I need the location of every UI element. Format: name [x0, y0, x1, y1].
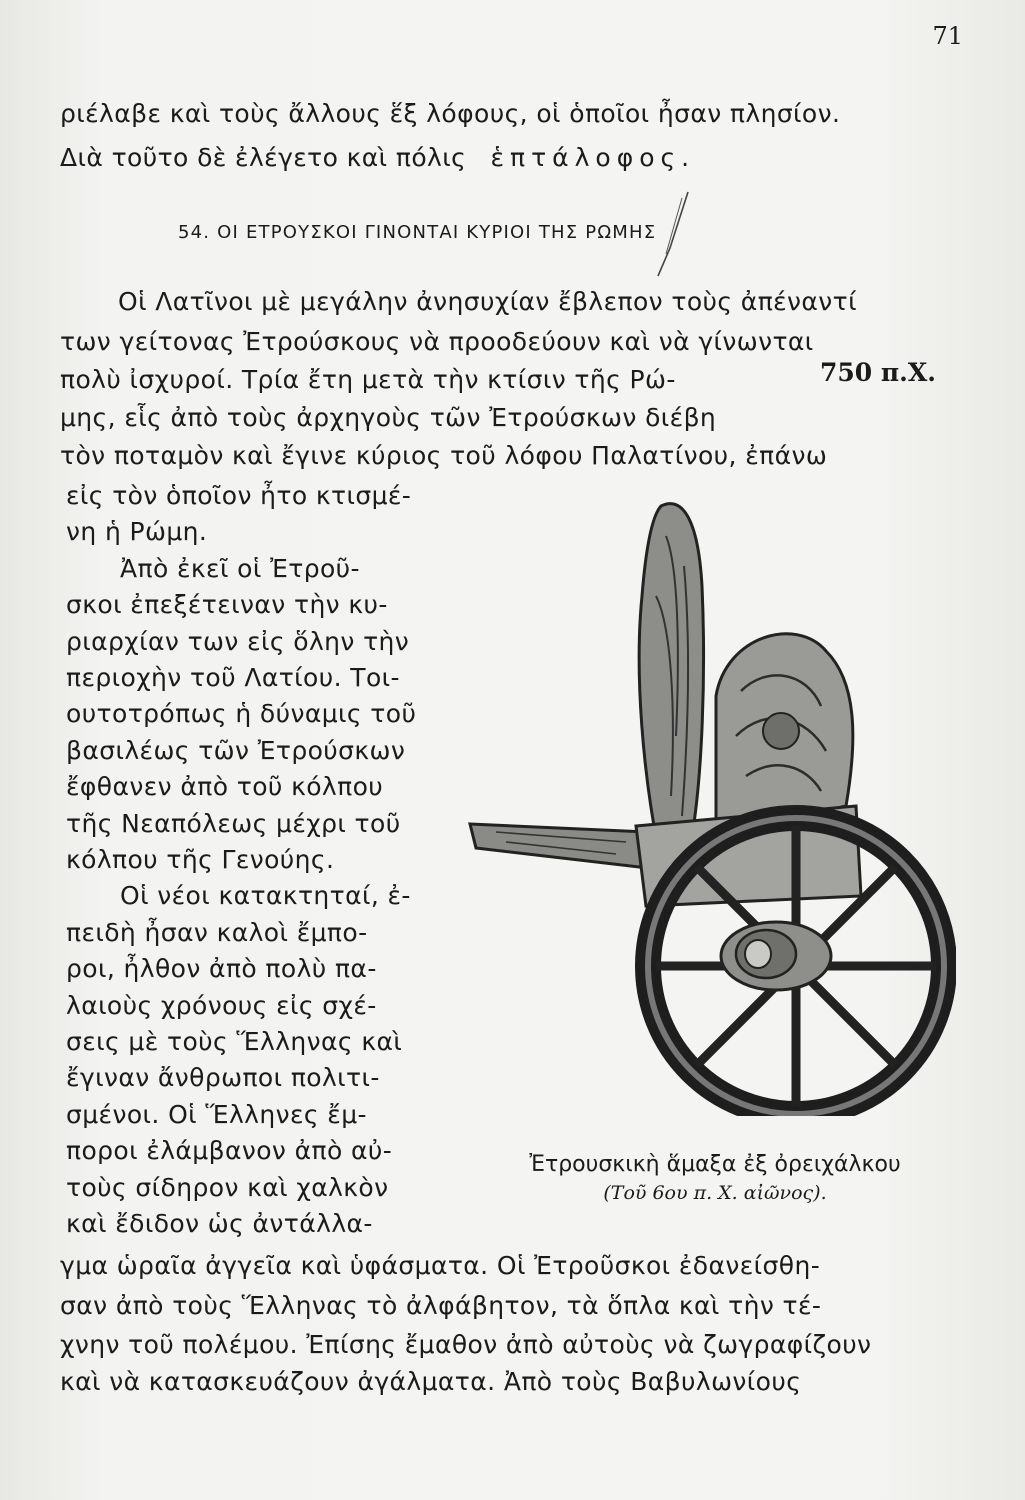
- column-line: σκοι ἐπεξέτειναν τὴν κυ-: [66, 590, 388, 620]
- column-line: ἔφθανεν ἀπὸ τοῦ κόλπου: [66, 772, 384, 802]
- section-heading: 54. ΟΙ ΕΤΡΟΥΣΚΟΙ ΓΙΝΟΝΤΑΙ ΚΥΡΙΟΙ ΤΗΣ ΡΩΜΗΣ: [178, 222, 657, 243]
- column-line: ουτοτρόπως ἡ δύναμις τοῦ: [66, 699, 417, 729]
- column-line: ροι, ἦλθον ἀπὸ πολὺ πα-: [66, 954, 377, 984]
- column-line: λαιοὺς χρόνους εἰς σχέ-: [66, 990, 377, 1020]
- bottom-line-1: γμα ὡραῖα ἀγγεῖα καὶ ὑφάσματα. Οἱ Ἐτροῦσκοι ἐδανείσθη-: [60, 1251, 821, 1280]
- column-line: σμένοι. Οἱ Ἕλληνες ἔμ-: [66, 1099, 367, 1129]
- body-line-5: τὸν ποταμὸν καὶ ἔγινε κύριος τοῦ λόφου Παλατίνου, ἐπάνω: [60, 441, 828, 470]
- column-line: βασιλέως τῶν Ἐτρούσκων: [66, 735, 406, 765]
- column-line: Οἱ νέοι κατακτηταί, ἐ-: [120, 881, 411, 911]
- column-line: Ἀπὸ ἐκεῖ οἱ Ἐτροῦ-: [120, 553, 360, 583]
- figure-subcaption: (Τοῦ 6ου π. Χ. αἰῶνος).: [603, 1182, 827, 1204]
- column-line: περιοχὴν τοῦ Λατίου. Τοι-: [66, 663, 400, 692]
- intro-line-2-text: Διὰ τοῦτο δὲ ἐλέγετο καὶ πόλις: [60, 143, 467, 172]
- page-number: 71: [932, 22, 963, 50]
- body-line-3: πολὺ ἰσχυροί. Τρία ἔτη μετὰ τὴν κτίσιν τῆς Ρώ-: [60, 365, 676, 394]
- body-line-4: μης, εἷς ἀπὸ τοὺς ἀρχηγοὺς τῶν Ἐτρούσκων διέβη: [60, 403, 717, 432]
- column-line: κόλπου τῆς Γενούης.: [66, 845, 335, 874]
- column-line: ποροι ἐλάμβανον ἀπὸ αὐ-: [66, 1136, 393, 1166]
- column-line: εἰς τὸν ὁποῖον ἦτο κτισμέ-: [66, 481, 412, 510]
- column-line: ἔγιναν ἄνθρωποι πολιτι-: [66, 1063, 380, 1093]
- body-line-2: των γείτονας Ἐτρούσκους νὰ προοδεύουν καὶ νὰ γίνωνται: [60, 327, 814, 356]
- intro-line-2: [60, 142, 695, 174]
- figure-caption: Ἐτρουσκικὴ ἅμαξα ἐξ ὀρειχάλκου: [529, 1152, 901, 1177]
- column-line: πειδὴ ἦσαν καλοὶ ἔμπο-: [66, 917, 368, 947]
- heptalophos-word: ἑπτάλοφος.: [490, 143, 696, 172]
- column-line: καὶ ἔδιδον ὡς ἀντάλλα-: [66, 1209, 373, 1238]
- bottom-line-3: χνην τοῦ πολέμου. Ἐπίσης ἔμαθον ἀπὸ αὐτοὺς νὰ ζωγραφίζουν: [60, 1330, 872, 1359]
- column-line: τῆς Νεαπόλεως μέχρι τοῦ: [66, 808, 401, 838]
- column-line: ριαρχίαν των εἰς ὅλην τὴν: [66, 626, 410, 656]
- etruscan-chariot-illustration: [466, 476, 956, 1116]
- body-line-1: Οἱ Λατῖνοι μὲ μεγάλην ἀνησυχίαν ἔβλεπον τοὺς ἀπέναντί: [118, 287, 857, 316]
- intro-line-1: ριέλαβε καὶ τοὺς ἄλλους ἕξ λόφους, οἱ ὁποῖοι ἦσαν πλησίον.: [60, 99, 841, 128]
- bottom-line-2: σαν ἀπὸ τοὺς Ἕλληνας τὸ ἀλφάβητον, τὰ ὅπλα καὶ τὴν τέ-: [60, 1291, 822, 1320]
- bottom-line-4: καὶ νὰ κατασκευάζουν ἀγάλματα. Ἀπὸ τοὺς Βαβυλωνίους: [60, 1367, 802, 1396]
- column-line: σεις μὲ τοὺς Ἕλληνας καὶ: [66, 1027, 403, 1056]
- column-line: τοὺς σίδηρον καὶ χαλκὸν: [66, 1172, 389, 1202]
- column-line: νη ἡ Ρώμη.: [66, 517, 208, 547]
- margin-date: 750 π.Χ.: [820, 358, 936, 387]
